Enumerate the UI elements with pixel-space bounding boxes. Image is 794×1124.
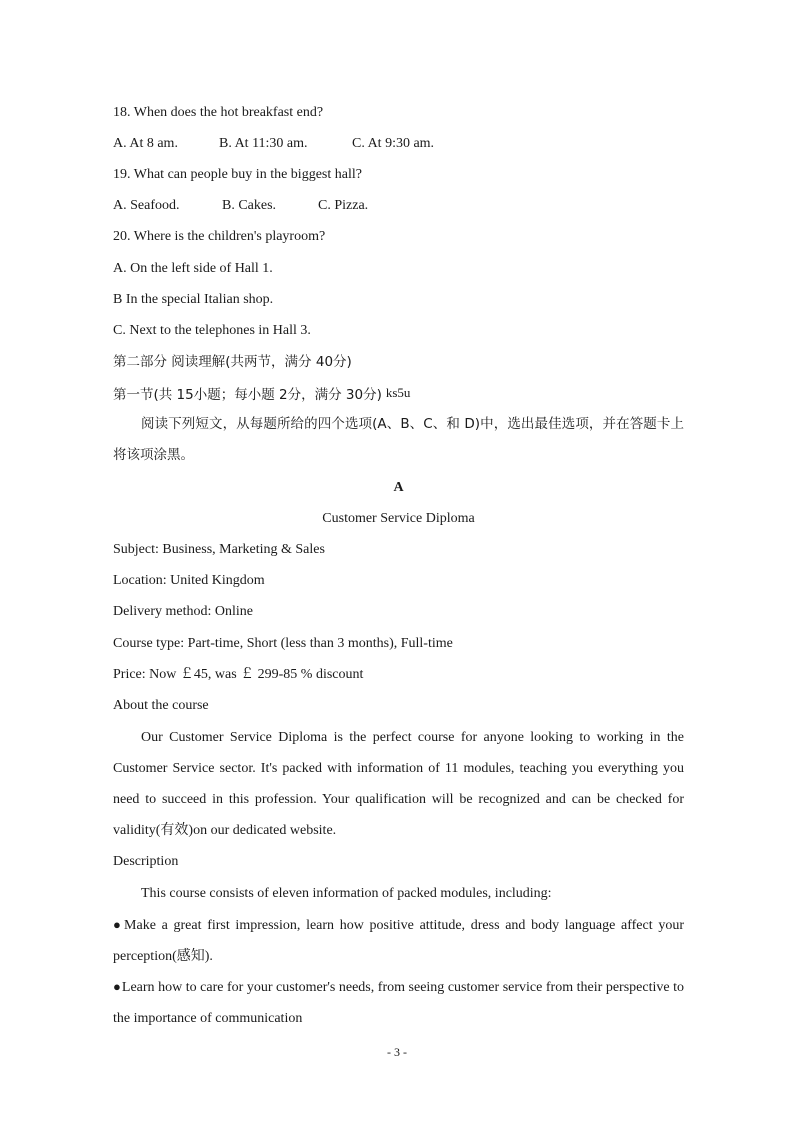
question-18: 18. When does the hot breakfast end?: [113, 105, 324, 120]
question-18-options: [113, 135, 434, 153]
option-b: B. Cakes.: [222, 198, 277, 213]
delivery-line: Delivery method: Online: [113, 604, 253, 619]
bullet-text: Make a great first impression, learn how positive attitude, dress and body language affect your perception(感知).: [113, 918, 684, 964]
instructions: 阅读下列短文，从每题所给的四个选项(A、B、C、和 D)中，选出最佳选项，并在答题卡上将该项涂黑。: [113, 416, 684, 463]
question-20-option-c: C. Next to the telephones in Hall 3.: [113, 323, 311, 338]
question-19-options: [113, 197, 368, 215]
watermark-text: ks5u: [385, 385, 411, 400]
question-19: 19. What can people buy in the biggest hall?: [113, 167, 362, 182]
question-20: 20. Where is the children's playroom?: [113, 229, 326, 244]
subject-line: Subject: Business, Marketing & Sales: [113, 542, 325, 557]
location-line: Location: United Kingdom: [113, 573, 265, 588]
bullet-icon: ●: [113, 979, 121, 994]
price-line: Price: Now ￡45, was ￡ 299-85 % discount: [113, 667, 364, 682]
sub-heading-line: [113, 384, 410, 405]
about-heading: About the course: [113, 698, 209, 713]
part-heading: 第二部分 阅读理解(共两节，满分 40分): [113, 354, 352, 370]
question-20-option-b: B In the special Italian shop.: [113, 292, 274, 307]
option-b: B. At 11:30 am.: [219, 136, 308, 151]
passage-letter: A: [393, 480, 404, 495]
passage-title: Customer Service Diploma: [322, 511, 475, 526]
option-a: A. Seafood.: [113, 198, 180, 213]
about-paragraph: Our Customer Service Diploma is the perfect course for anyone looking to working in the Customer Service sector. It's packed with information of 11 modules, teaching you everything you need to succeed in this profession. Your qualification will be recognized and can be checked for validity(有效)on our dedicated website.: [113, 730, 684, 838]
sub-heading: 第一节(共 15小题；每小题 2分，满分 30分): [113, 387, 382, 403]
bullet-text: Learn how to care for your customer's needs, from seeing customer service from their perspective to the importance of communication: [113, 980, 684, 1026]
description-heading: Description: [113, 854, 179, 869]
option-c: C. At 9:30 am.: [352, 136, 435, 151]
option-c: C. Pizza.: [318, 198, 369, 213]
option-a: A. At 8 am.: [113, 136, 178, 151]
question-20-option-a: A. On the left side of Hall 1.: [113, 261, 273, 276]
course-type-line: Course type: Part-time, Short (less than 3 months), Full-time: [113, 636, 453, 651]
bullet-icon: ●: [113, 917, 124, 932]
description-intro: This course consists of eleven information of packed modules, including:: [141, 886, 552, 901]
bullet-item: [113, 909, 684, 972]
page-number: - 3 -: [387, 1045, 407, 1059]
bullet-item: [113, 971, 684, 1034]
